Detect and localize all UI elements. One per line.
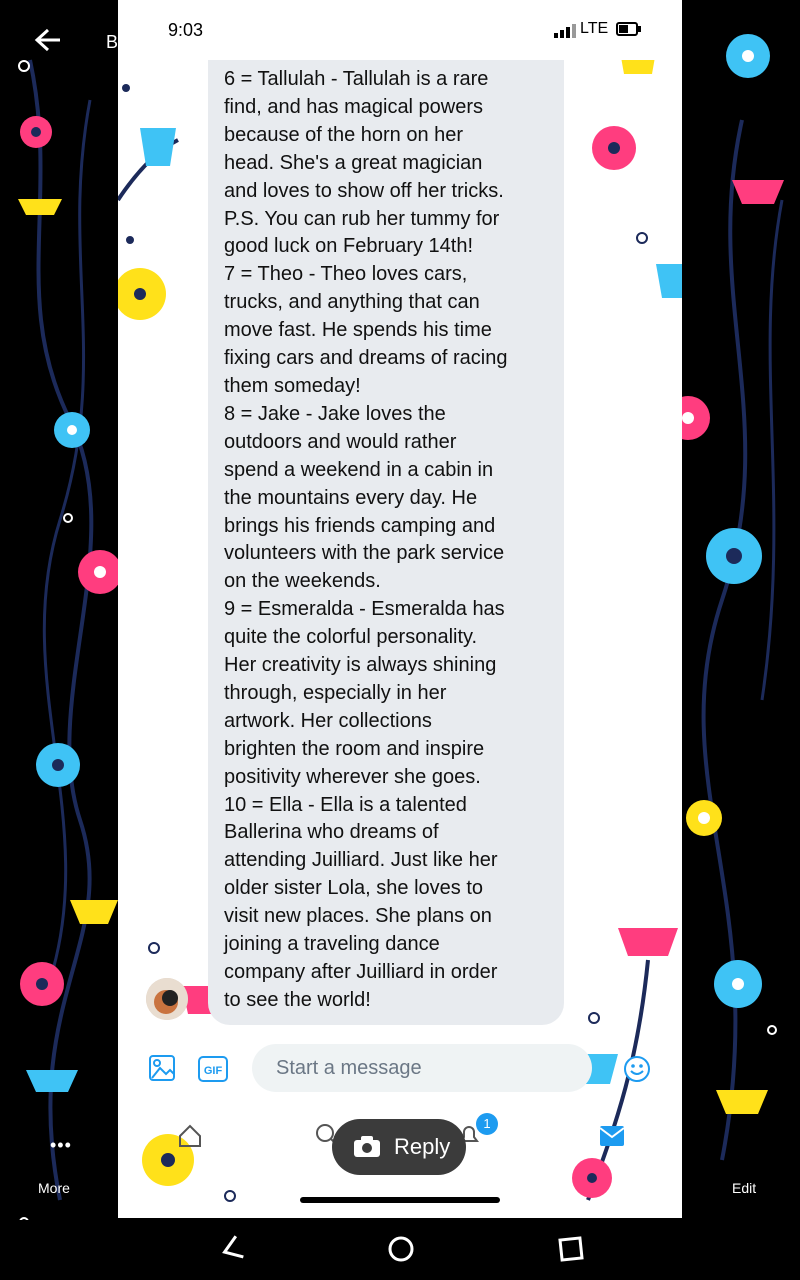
carrier-label: LTE [580, 20, 609, 37]
right-decoration-panel [682, 0, 800, 1220]
message-input-placeholder: Start a message [276, 1057, 422, 1079]
emoji-icon[interactable] [622, 1054, 652, 1084]
image-icon[interactable] [148, 1054, 176, 1082]
nav-back-icon[interactable] [218, 1234, 248, 1264]
notification-badge: 1 [476, 1113, 498, 1135]
gif-button[interactable]: GIF [198, 1056, 228, 1082]
reply-label: Reply [394, 1134, 451, 1159]
avatar-image [146, 978, 188, 1020]
nav-recents-icon[interactable] [556, 1234, 586, 1264]
phone-screen [118, 0, 682, 1218]
back-arrow-icon[interactable] [34, 28, 62, 52]
camera-icon [352, 1135, 382, 1159]
reply-button[interactable] [332, 1119, 466, 1175]
avatar[interactable] [146, 978, 188, 1020]
android-nav-bar [0, 1220, 800, 1280]
more-button[interactable]: More [38, 1180, 70, 1196]
message-composer [118, 1030, 682, 1110]
message-text: 6 = Tallulah - Tallulah is a rare find, and has magical powers because of the horn on her head. She's a great magician and loves to show off her tricks. P.S. You can rub her tummy for good luck on February 14th! 7 = Theo - Theo loves cars, trucks, and anything that can move fast. He spends his time fixing cars and dreams of racing them someday! 8 = Jake - Jake loves the outdoors and would rather spend a weekend in a cabin in the mountains every day. He brings his friends camping and volunteers with the park service on the weekends. 9 = Esmeralda - Esmeralda has quite the colorful personality. Her creativity is always shining through, especially in her artwork. Her collections brighten the room and inspire positivity wherever she goes. 10 = Ella - Ella is a talented Ballerina who dreams of attending Juilliard. Just like her older sister Lola, she loves to visit new places. She plans on joining a traveling dance company after Juilliard in order to see the world! [224, 68, 508, 1011]
home-icon[interactable] [176, 1122, 204, 1150]
floral-decoration-right [682, 0, 800, 1220]
edit-button[interactable]: Edit [732, 1180, 757, 1196]
left-decoration-panel [0, 0, 118, 1220]
status-time: 9:03 [168, 20, 204, 40]
more-dots-icon[interactable]: ••• [50, 1135, 72, 1155]
nav-home-icon[interactable] [386, 1234, 416, 1264]
contact-name[interactable]: Savannah Ten [178, 32, 293, 52]
messages-icon[interactable] [598, 1124, 626, 1148]
floral-decoration-left [0, 0, 118, 1220]
battery-icon [616, 22, 642, 36]
message-input[interactable] [252, 1044, 592, 1092]
home-indicator [300, 1197, 500, 1203]
signal-icon [554, 24, 576, 38]
back-label[interactable]: B [106, 32, 119, 52]
